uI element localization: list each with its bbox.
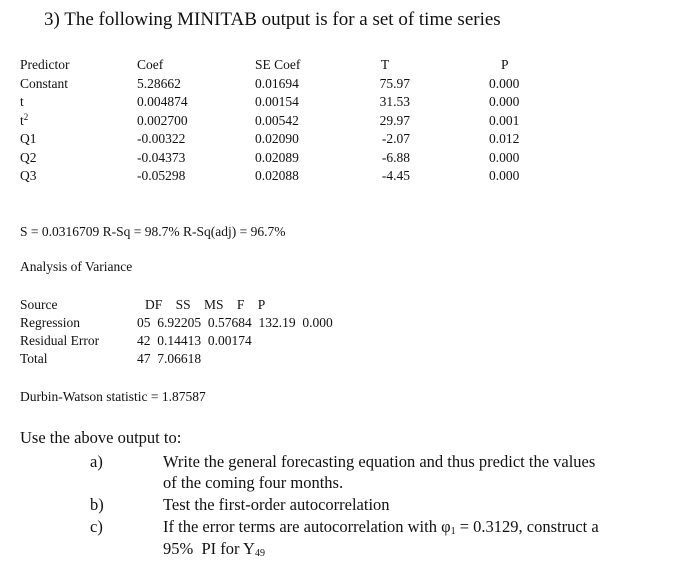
y-subscript: 49 — [254, 548, 265, 559]
t-cell: 29.97 — [379, 112, 410, 128]
coef-cell: -0.05298 — [137, 168, 186, 183]
predictor-column — [20, 56, 70, 186]
anova-values-column — [137, 296, 333, 368]
se-coef-cell: 0.02088 — [255, 168, 299, 183]
anova-heading: Analysis of Variance — [20, 259, 133, 274]
p-cell: 0.012 — [489, 131, 520, 146]
anova-source-cell: Source — [20, 297, 58, 312]
summary-stats: S = 0.0316709 R-Sq = 98.7% R-Sq(adj) = 96.7% — [20, 224, 286, 239]
question-letter: a) — [90, 452, 103, 471]
question-text-part: 95% PI for Y — [163, 539, 255, 558]
t-cell: 75.97 — [379, 75, 410, 91]
t-cell: -4.45 — [381, 168, 410, 183]
se-coef-cell: 0.00154 — [255, 94, 299, 109]
t-cell: -6.88 — [381, 149, 410, 165]
question-text-part: = 0.3129, construct a — [455, 517, 599, 536]
p-cell: 0.001 — [489, 112, 520, 128]
t-column — [360, 56, 410, 186]
question-text — [163, 538, 265, 559]
t-cell: 31.53 — [379, 94, 410, 109]
predictor-exponent: 2 — [23, 111, 29, 122]
question-text: Write the general forecasting equation and thus predict the values — [163, 452, 596, 471]
predictor-cell: Q2 — [20, 149, 37, 165]
p-cell: 0.000 — [489, 75, 520, 91]
anova-source-cell: Total — [20, 351, 48, 366]
coef-header: Coef — [137, 57, 164, 72]
anova-values-cell: 42 0.14413 0.00174 — [137, 333, 252, 348]
anova-values-cell: 05 6.92205 0.57684 132.19 0.000 — [137, 315, 333, 330]
anova-source-cell: Regression — [20, 315, 80, 330]
se-coef-cell: 0.02090 — [255, 131, 299, 146]
se-coef-header: SE Coef — [255, 57, 301, 72]
durbin-watson-statistic: Durbin-Watson statistic = 1.87587 — [20, 389, 206, 404]
coef-cell: 5.28662 — [137, 75, 181, 91]
anova-source-cell: Residual Error — [20, 333, 100, 348]
anova-header: DF SS MS F P — [145, 297, 266, 312]
predictor-cell: t — [20, 94, 24, 109]
predictor-base: t — [20, 112, 24, 128]
instructions: Use the above output to: — [20, 428, 182, 447]
anova-source-column — [20, 296, 99, 368]
question-letter: c) — [90, 517, 103, 536]
se-coef-column — [255, 56, 300, 186]
phi-subscript: 1 — [450, 526, 456, 537]
predictor-cell: Q3 — [20, 168, 37, 183]
predictor-cell: Q1 — [20, 131, 37, 146]
question-text: of the coming four months. — [163, 473, 344, 492]
p-header: P — [501, 57, 509, 72]
coef-cell: 0.002700 — [137, 112, 188, 128]
se-coef-cell: 0.00542 — [255, 112, 299, 128]
coef-cell: 0.004874 — [137, 94, 188, 109]
se-coef-cell: 0.02089 — [255, 149, 299, 165]
p-cell: 0.000 — [489, 94, 520, 109]
predictor-cell: Constant — [20, 75, 69, 91]
p-column — [489, 56, 519, 186]
se-coef-cell: 0.01694 — [255, 75, 299, 91]
coef-cell: -0.04373 — [137, 149, 186, 165]
question-text — [163, 516, 599, 537]
question-text-part: If the error terms are autocorrelation with φ — [163, 517, 451, 536]
predictor-cell — [20, 112, 70, 131]
p-cell: 0.000 — [489, 149, 520, 165]
coef-cell: -0.00322 — [137, 131, 186, 146]
question-letter: b) — [90, 495, 104, 514]
predictor-header: Predictor — [20, 57, 70, 72]
t-cell: -2.07 — [381, 131, 410, 146]
anova-values-cell: 47 7.06618 — [137, 351, 202, 366]
t-header: T — [380, 57, 390, 72]
question-text: Test the first-order autocorrelation — [163, 495, 390, 514]
p-cell: 0.000 — [489, 168, 520, 183]
coef-column — [137, 56, 188, 186]
question-title: 3) The following MINITAB output is for a set of time series — [44, 9, 501, 30]
